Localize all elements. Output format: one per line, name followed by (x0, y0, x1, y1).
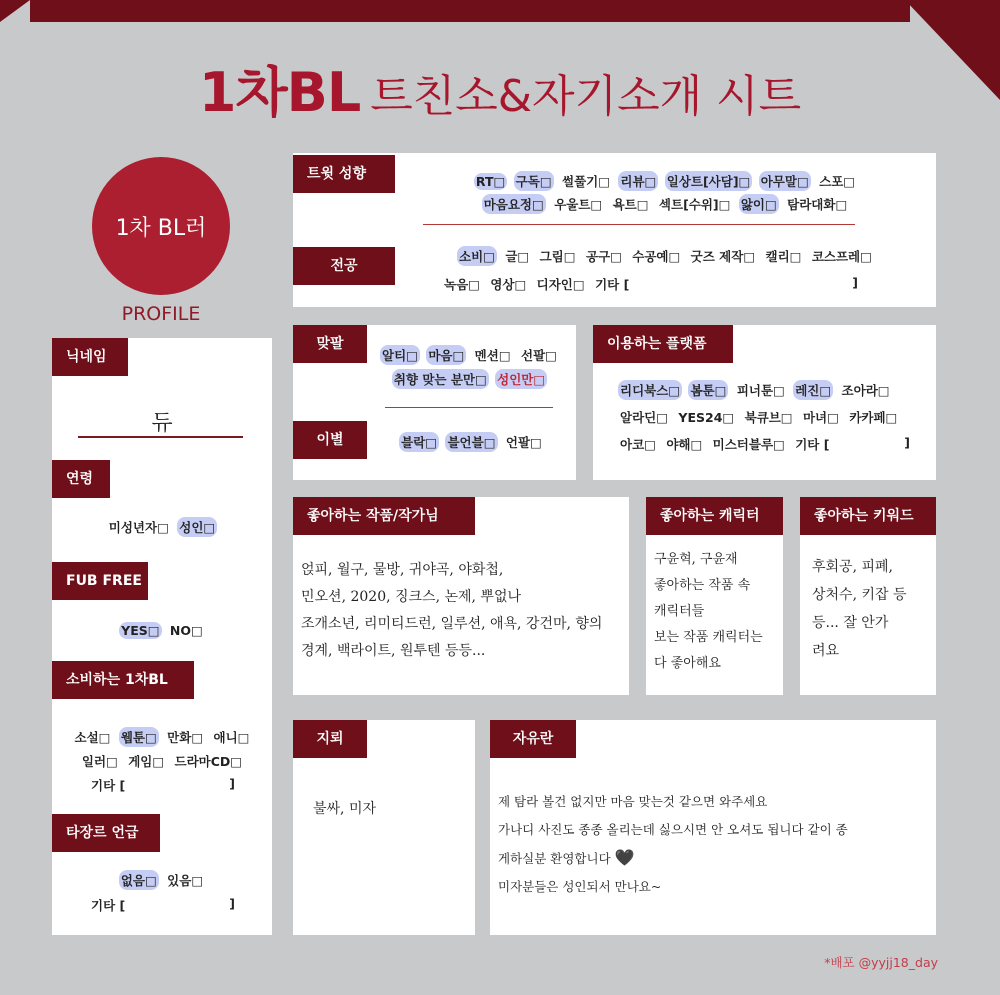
major-line-1 (395, 246, 936, 266)
keyword-card (800, 497, 936, 695)
title-bold: 1차BL (198, 61, 361, 124)
character-line: 캐릭터들 (654, 604, 705, 619)
option-thread[interactable]: 썰풀기□ (562, 174, 611, 189)
option-consume[interactable]: 소비□ (457, 246, 497, 266)
option-chat[interactable]: 탐라대화□ (787, 197, 848, 212)
major-other-close: ] (852, 275, 858, 290)
keyword-line: 려요 (812, 643, 840, 659)
black-heart-icon: 🖤 (614, 848, 635, 867)
nickname-value: 듀 (151, 411, 173, 436)
character-text (654, 547, 763, 677)
character-line: 다 좋아해요 (654, 656, 721, 671)
consume-line-3 (88, 775, 238, 795)
option-comic[interactable]: 만화□ (167, 730, 204, 745)
top-bar (30, 0, 910, 22)
option-sextweet[interactable]: 섹트[수위]□ (658, 197, 731, 212)
follow-line-2 (363, 369, 576, 389)
free-line: 게하실분 환영합니다 (498, 851, 611, 866)
option-manyeo[interactable]: 마녀□ (802, 410, 839, 425)
major-other-open: 기타 [ (595, 277, 630, 292)
option-video[interactable]: 영상□ (490, 277, 527, 292)
option-bookcube[interactable]: 북큐브□ (744, 410, 793, 425)
option-rt-follow[interactable]: 알티□ (380, 345, 420, 365)
option-taste-only[interactable]: 취향 맞는 분만□ (392, 369, 489, 389)
nickname-underline (78, 436, 243, 438)
free-line: 가나디 사진도 종종 올리는데 싫으시면 안 오셔도 됩니다 같이 종 (498, 822, 848, 837)
free-line: 미자분들은 성인되서 만나요~ (498, 879, 662, 894)
option-novel[interactable]: 소설□ (74, 730, 111, 745)
platform-line-2 (617, 407, 917, 427)
credit-text: *배포 @yyjj18_day (824, 955, 938, 970)
option-yahae[interactable]: 야해□ (666, 437, 703, 452)
consume-line-1 (52, 727, 272, 747)
option-craft[interactable]: 수공예□ (632, 249, 681, 264)
tweet-line-1 (395, 171, 936, 191)
unfollow-tag: 이별 (293, 421, 367, 459)
keyword-line: 등... 잘 안가 (812, 615, 889, 631)
option-lezhin[interactable]: 레진□ (793, 380, 833, 400)
genre-other-close: ] (229, 896, 235, 911)
platform-other-close: ] (904, 435, 910, 450)
option-minor[interactable]: 미성년자□ (108, 520, 169, 535)
age-tag: 연령 (52, 460, 110, 498)
genre-tag: 타장르 언급 (52, 814, 160, 852)
option-fangirl[interactable]: 앓이□ (739, 194, 779, 214)
option-goods[interactable]: 굿즈 제작□ (690, 249, 756, 264)
option-some[interactable]: 있음□ (167, 873, 204, 888)
option-adult[interactable]: 성인□ (177, 517, 217, 537)
mine-text: 불싸, 미자 (313, 801, 376, 817)
follow-line-1 (363, 345, 576, 365)
option-webtoon[interactable]: 웹툰□ (119, 727, 159, 747)
option-game[interactable]: 게임□ (128, 754, 165, 769)
free-tag: 자유란 (490, 720, 576, 758)
option-no[interactable]: NO□ (169, 623, 203, 638)
option-rt[interactable]: RT□ (475, 174, 506, 189)
mine-card (293, 720, 475, 935)
mine-tag: 지뢰 (293, 720, 367, 758)
keyword-text (812, 553, 907, 665)
follow-card (293, 325, 576, 480)
free-line-with-heart (498, 844, 848, 873)
option-daily[interactable]: 일상트[사담]□ (665, 171, 753, 191)
option-gloomy[interactable]: 우울트□ (554, 197, 603, 212)
follow-tag: 맞팔 (293, 325, 367, 363)
top-left-corner (0, 0, 30, 22)
tweet-line-2 (395, 194, 936, 214)
major-line-2 (441, 274, 861, 294)
free-line: 제 탐라 볼건 없지만 마음 맞는것 같으면 와주세요 (498, 794, 768, 809)
tweet-tag: 트윗 성향 (293, 155, 395, 193)
keyword-line: 후회공, 피폐, (812, 559, 893, 575)
option-bomtoon[interactable]: 봄툰□ (688, 380, 728, 400)
option-groupbuy[interactable]: 공구□ (585, 249, 622, 264)
tweet-separator (423, 224, 855, 225)
option-swear[interactable]: 욕트□ (612, 197, 649, 212)
option-like-follow[interactable]: 마음□ (426, 345, 466, 365)
option-calligraphy[interactable]: 캘리□ (765, 249, 802, 264)
option-misterblue[interactable]: 미스터블루□ (712, 437, 785, 452)
profile-circle (92, 157, 230, 295)
option-review[interactable]: 리뷰□ (618, 171, 658, 191)
option-yes[interactable]: YES□ (121, 623, 160, 638)
works-line: 얹피, 월구, 물방, 귀야곡, 야화첩, (301, 562, 504, 578)
works-line: 조개소년, 리미티드런, 일루션, 애욕, 강건마, 향의 (301, 616, 603, 632)
genre-other-open: 기타 [ (91, 898, 126, 913)
platform-other-open: 기타 [ (795, 437, 830, 452)
option-kakaopage[interactable]: 카카페□ (849, 410, 898, 425)
option-design[interactable]: 디자인□ (536, 277, 585, 292)
works-text (301, 557, 602, 665)
option-recording[interactable]: 녹음□ (444, 277, 480, 292)
free-card (490, 720, 936, 935)
character-line: 구윤혁, 구윤재 (654, 552, 738, 567)
title-light: 트친소&자기소개 시트 (370, 71, 802, 122)
major-tag: 전공 (293, 247, 395, 285)
profile-card (52, 338, 272, 935)
character-line: 보는 작품 캐릭터는 (654, 630, 763, 645)
option-illust[interactable]: 일러□ (81, 754, 118, 769)
option-writing[interactable]: 글□ (505, 249, 530, 264)
platform-line-3 (617, 434, 913, 454)
genre-line-2 (88, 895, 238, 915)
option-ako[interactable]: 아코□ (620, 437, 656, 452)
consume-other-close: ] (229, 776, 235, 791)
profile-circle-text: 1차 BL러 (115, 215, 207, 241)
option-yes24[interactable]: YES24□ (678, 410, 735, 425)
option-random[interactable]: 아무말□ (759, 171, 811, 191)
fub-options (52, 622, 272, 639)
works-line: 민오션, 2020, 징크스, 논제, 뿌없나 (301, 589, 521, 605)
option-peanutoon[interactable]: 피너툰□ (736, 383, 785, 398)
option-anime[interactable]: 애니□ (213, 730, 250, 745)
profile-label: PROFILE (121, 303, 201, 325)
option-block[interactable]: 블락□ (399, 432, 439, 452)
option-drawing[interactable]: 그림□ (539, 249, 576, 264)
option-none[interactable]: 없음□ (119, 870, 159, 890)
option-mention-follow[interactable]: 멘션□ (474, 348, 511, 363)
follow-separator (385, 407, 553, 408)
character-line: 좋아하는 작품 속 (654, 578, 751, 593)
option-first-follow[interactable]: 선팔□ (521, 348, 557, 363)
option-cosplay[interactable]: 코스프레□ (811, 249, 872, 264)
works-tag: 좋아하는 작품/작가님 (293, 497, 475, 535)
fub-tag: FUB FREE (52, 562, 148, 600)
option-adult-only[interactable]: 성인만□ (495, 369, 547, 389)
platform-line-1 (617, 380, 917, 400)
option-subscribe[interactable]: 구독□ (514, 171, 554, 191)
option-joara[interactable]: 조아라□ (841, 383, 890, 398)
option-unfollow[interactable]: 언팔□ (505, 435, 542, 450)
option-ridibooks[interactable]: 리디북스□ (618, 380, 682, 400)
consume-other-open: 기타 [ (91, 778, 126, 793)
consume-tag: 소비하는 1차BL (52, 661, 194, 699)
option-fairy[interactable]: 마음요정□ (482, 194, 546, 214)
keyword-line: 상처수, 키잡 등 (812, 587, 907, 603)
option-softblock[interactable]: 블언블□ (445, 432, 497, 452)
works-card (293, 497, 629, 695)
nickname-tag: 닉네임 (52, 338, 128, 376)
platform-tag: 이용하는 플랫폼 (593, 325, 733, 363)
works-line: 경계, 백라이트, 원투텐 등등... (301, 643, 486, 659)
character-card (646, 497, 783, 695)
platform-card (593, 325, 936, 480)
free-text (498, 788, 848, 901)
keyword-tag: 좋아하는 키워드 (800, 497, 936, 535)
age-options (52, 517, 272, 537)
tweet-card (293, 153, 936, 307)
unfollow-line (367, 432, 576, 452)
genre-line-1 (52, 870, 272, 890)
page-title (0, 50, 1000, 127)
option-dramacd[interactable]: 드라마CD□ (174, 754, 243, 769)
character-tag: 좋아하는 캐릭터 (646, 497, 783, 535)
consume-line-2 (52, 751, 272, 771)
option-spoiler[interactable]: 스포□ (819, 174, 856, 189)
option-aladin[interactable]: 알라딘□ (620, 410, 669, 425)
